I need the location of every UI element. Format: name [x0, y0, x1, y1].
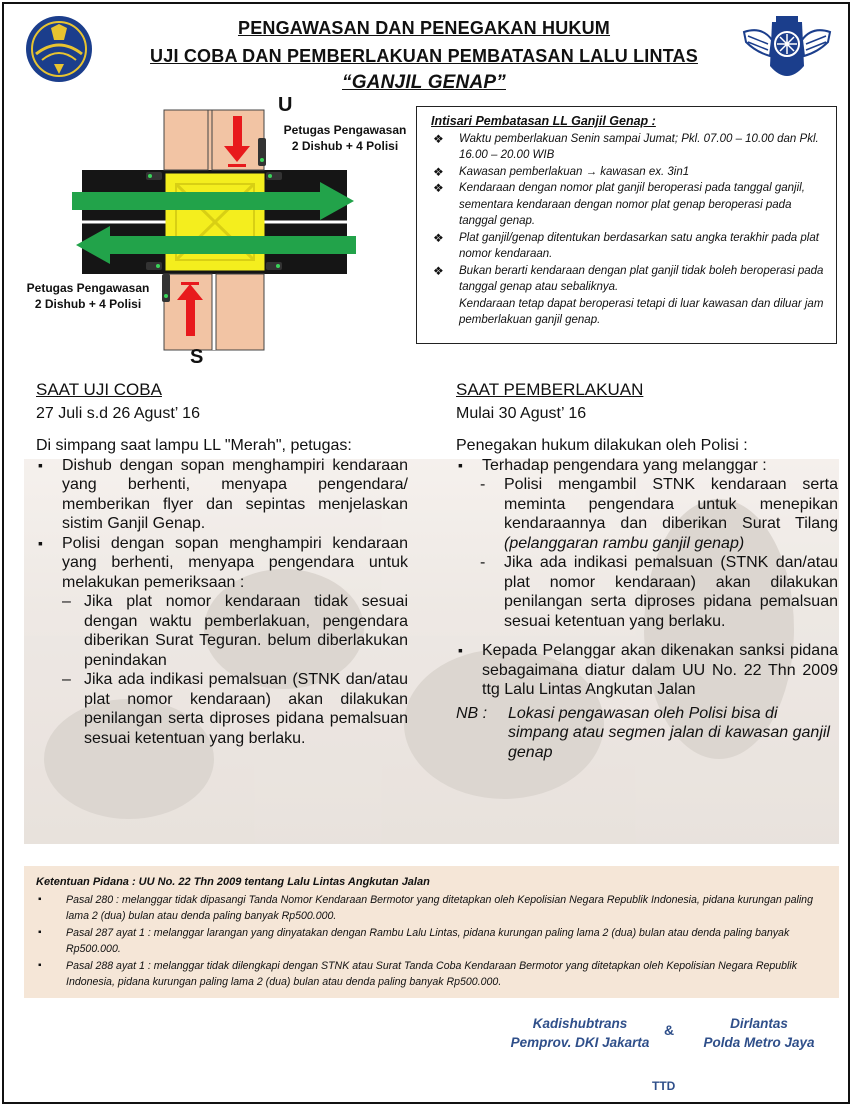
dishub-logo [24, 14, 94, 84]
ketentuan-item [36, 925, 825, 957]
dash-bullet-icon: – [62, 593, 71, 610]
officer-left-line-2: 2 Dishub + 4 Polisi [34, 297, 142, 311]
officer-top-line-1: Petugas Pengawasan [283, 123, 407, 137]
sub-text: Jika plat nomor kendaraan tidak sesuai dengan waktu pemberlakuan, pengendara diberikan Surat Teguran. belum diberlakukan penindakan [84, 593, 408, 669]
pemberlakuan-nb [456, 704, 838, 763]
police-logo [742, 12, 832, 90]
intisari-box [416, 106, 837, 344]
ketentuan-item-text: Pasal 280 : melanggar tidak dipasangi Tanda Nomor Kendaraan Bermotor yang ditetapkan oleh Kepolisian Negara Republik Indonesia, pidana kurungan paling lama 2 (dua) bulan atau denda paling banyak Rp500.000. [66, 894, 813, 922]
bullet-text: Dishub dengan sopan menghampiri kendaraan yang berhenti, menyapa pengendara/ memberikan flyer dan sepintas menjelaskan sistim Ganjil Genap. [62, 456, 408, 532]
intisari-item [431, 164, 826, 181]
ketentuan-heading: Ketentuan Pidana : UU No. 22 Thn 2009 tentang Lalu Lintas Angkutan Jalan [36, 876, 430, 888]
signature-dirlantas [684, 1014, 834, 1052]
officer-label-top [270, 122, 420, 154]
uji-coba-bullet-polisi [36, 534, 408, 593]
bullet-text: Kepada Pelanggar akan dikenakan sanksi pidana sebagaimana diatur dalam UU No. 22 Thn 2009 ttg Lalu Lintas Angkutan Jalan [482, 642, 838, 698]
ketentuan-item [36, 958, 825, 990]
square-bullet-icon: ▪ [38, 960, 42, 971]
north-label: U [278, 94, 293, 116]
diamond-bullet-icon: ❖ [433, 181, 444, 195]
pemberlakuan-section [456, 380, 838, 762]
square-bullet-icon: ▪ [38, 534, 43, 551]
intisari-item [431, 131, 826, 164]
square-bullet-icon: ▪ [458, 456, 463, 473]
uji-coba-sub-teguran [36, 592, 408, 670]
pemberlakuan-sub-stnk [456, 475, 838, 553]
uji-coba-sub-pemalsuan [36, 670, 408, 748]
intisari-item-text: Waktu pemberlakuan Senin sampai Jumat; Pkl. 07.00 – 10.00 dan Pkl. 16.00 – 20.00 WIB [459, 132, 819, 161]
ketentuan-item-text: Pasal 287 ayat 1 : melanggar larangan yang dinyatakan dengan Rambu Lalu Lintas, pidana kurungan paling lama 2 (dua) bulan atau denda paling banyak Rp500.000. [66, 927, 790, 955]
dash-bullet-icon: – [62, 671, 71, 688]
signature-right-line-1: Dirlantas [730, 1016, 788, 1031]
nb-text: Lokasi pengawasan oleh Polisi bisa di simpang atau segmen jalan di kawasan ganjil genap [508, 704, 830, 761]
south-label: S [190, 346, 204, 368]
dash-bullet-icon: - [480, 554, 486, 571]
uji-coba-intro: Di simpang saat lampu LL "Merah", petugas: [36, 437, 352, 454]
title-line-2: UJI COBA DAN PEMBERLAKUAN PEMBATASAN LALU LINTAS [150, 46, 698, 66]
title-line-3: “GANJIL GENAP” [342, 72, 506, 93]
pemberlakuan-title: SAAT PEMBERLAKUAN [456, 380, 644, 399]
intisari-item [431, 230, 826, 263]
ttd-label: TTD [652, 1079, 676, 1093]
uji-coba-date: 27 Juli s.d 26 Agust’ 16 [36, 404, 200, 422]
intisari-item-text: Plat ganjil/genap ditentukan berdasarkan satu angka terakhir pada plat nomor kendaraan. [459, 231, 819, 260]
pemberlakuan-intro: Penegakan hukum dilakukan oleh Polisi : [456, 437, 748, 454]
bullet-text: Terhadap pengendara yang melanggar : [482, 456, 767, 474]
pemberlakuan-date: Mulai 30 Agust’ 16 [456, 404, 587, 422]
pemberlakuan-bullet-pelanggar [456, 456, 838, 476]
signature-left-line-2: Pemprov. DKI Jakarta [510, 1035, 650, 1050]
uji-coba-section [36, 380, 408, 748]
ketentuan-item [36, 892, 825, 924]
intisari-item-text: Kendaraan dengan nomor plat ganjil beroperasi pada tanggal ganjil, sementara kendaraan dengan nomor plat genap beroperasi pada tanggal genap. [459, 182, 805, 227]
intisari-note: Kendaraan tetap dapat beroperasi tetapi di luar kawasan dan diluar jam pemberlakuan ganjil genap. [459, 297, 824, 326]
signature-kadishubtrans [490, 1014, 670, 1052]
dash-bullet-icon: - [480, 476, 486, 493]
intisari-heading: Intisari Pembatasan LL Ganjil Genap : [431, 114, 656, 128]
diamond-bullet-icon: ❖ [433, 263, 444, 278]
sub-text-italic: (pelanggaran rambu ganjil genap) [504, 534, 745, 552]
nb-label: NB : [456, 704, 488, 722]
square-bullet-icon: ▪ [458, 642, 463, 658]
intisari-item [431, 180, 826, 230]
uji-coba-bullet-dishub [36, 456, 408, 534]
sub-text: Jika ada indikasi pemalsuan (STNK dan/atau plat nomor kendaraan) akan dilakukan penilangan serta diproses pidana pemalsuan sesuai ketentuan yang berlaku. [84, 671, 408, 747]
intisari-item-text: Bukan berarti kendaraan dengan plat ganjil tidak boleh beroperasi pada tanggal genap atau sebaliknya. [459, 264, 824, 293]
ketentuan-pidana-box [24, 866, 839, 998]
square-bullet-icon: ▪ [38, 456, 43, 473]
sub-text: Polisi mengambil STNK kendaraan serta meminta pengendara untuk menepikan kendaraannya dan diberikan Surat Tilang [504, 476, 838, 532]
pemberlakuan-sub-pemalsuan [456, 553, 838, 631]
signature-right-line-2: Polda Metro Jaya [703, 1035, 815, 1050]
title-line-1: PENGAWASAN DAN PENEGAKAN HUKUM [237, 18, 611, 38]
intisari-item [431, 263, 826, 296]
officer-label-left [18, 280, 158, 312]
square-bullet-icon: ▪ [38, 927, 42, 938]
signature-ampersand: & [664, 1022, 675, 1038]
document-page [2, 2, 850, 1104]
diamond-bullet-icon: ❖ [433, 131, 444, 146]
diamond-bullet-icon: ❖ [433, 164, 444, 179]
uji-coba-title: SAAT UJI COBA [36, 380, 162, 399]
signature-left-line-1: Kadishubtrans [532, 1016, 628, 1031]
sub-text: Jika ada indikasi pemalsuan (STNK dan/atau plat nomor kendaraan) akan dilakukan penilangan serta diproses pidana pemalsuan sesuai ketentuan yang berlaku. [504, 554, 838, 630]
intersection-diagram [4, 88, 424, 378]
intisari-list [431, 131, 826, 296]
square-bullet-icon: ▪ [38, 894, 42, 905]
officer-top-line-2: 2 Dishub + 4 Polisi [291, 139, 399, 153]
intisari-item-text: Kawasan pemberlakuan → kawasan ex. 3in1 [459, 165, 690, 178]
pemberlakuan-bullet-sanksi [456, 641, 838, 700]
officer-left-line-1: Petugas Pengawasan [26, 281, 150, 295]
diamond-bullet-icon: ❖ [433, 230, 444, 245]
bullet-text: Polisi dengan sopan menghampiri kendaraan yang berhenti, menyapa pengendara untuk melakukan pemeriksaan : [62, 534, 408, 591]
ketentuan-item-text: Pasal 288 ayat 1 : melanggar tidak dilengkapi dengan STNK atau Surat Tanda Coba Kendaraan Bermotor yang ditetapkan oleh Kepolisian Negara Republik Indonesia, pidana kurungan paling lama 2 (dua) bulan atau denda paling banyak Rp500.000. [66, 960, 798, 988]
